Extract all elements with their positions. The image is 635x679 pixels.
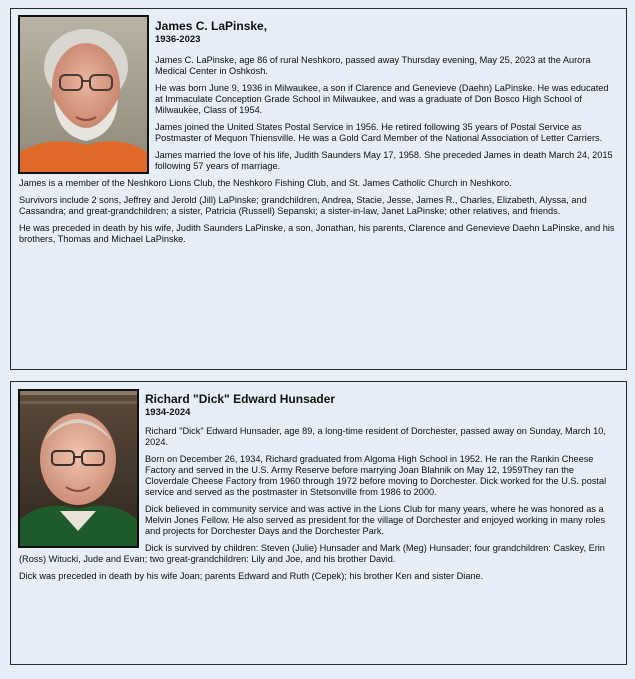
obituary-name: Richard "Dick" Edward Hunsader bbox=[145, 392, 336, 406]
portrait-photo-james bbox=[18, 15, 149, 174]
obituary-years: 1936-2023 bbox=[155, 34, 201, 45]
obituary-paragraph: James C. LaPinske, age 86 of rural Neshkoro, passed away Thursday evening, May 25, 2023 at the Aurora Medical Center in Oshkosh. bbox=[155, 55, 591, 76]
obituary-name: James C. LaPinske, bbox=[155, 19, 268, 33]
obituary-paragraph: James joined the United States Postal Service in 1956. He retired following 35 years of Postal Service as Postmaster of Mequon Thiensville. He was a Gold Card Member of the National Association of Letter Carriers. bbox=[155, 122, 603, 143]
obituary-paragraph: Born on December 26, 1934, Richard graduated from Algoma High School in 1952. He ran the Rankin Cheese Factory and served in the U.S. Army Reserve before marrying Joan Blahnik on May 12, 1959They ran the Cloverdale Cheese Factory from 1960 through 1972 before moving to Dorchester. Dick worked for the U.S. postal service and served as the postmaster in Stetsonville from 1986 to 2000. bbox=[145, 454, 607, 497]
obituary-paragraph: James is a member of the Neshkoro Lions Club, the Neshkoro Fishing Club, and St. James Catholic Church in Neshkoro. bbox=[19, 178, 512, 188]
obituary-paragraph: Dick was preceded in death by his wife Joan; parents Edward and Ruth (Cepek); his brother Ken and sister Diane. bbox=[19, 571, 484, 581]
obituary-paragraph: Survivors include 2 sons, Jeffrey and Jerold (Jill) LaPinske; grandchildren, Andrea, Stacie, Jesse, James R., Charles, Elizabeth, Alyssa, and Cassandra; and great-grandchildren; a sister, Patricia (Russell) Sepanski; a sister-in-law, Janet LaPinske; other relatives, and friends. bbox=[19, 195, 587, 216]
obituary-paragraph: Dick is survived by children: Steven (Julie) Hunsader and Mark (Meg) Hunsader; four grandchildren: Caskey, Erin (Ross) Witucki, Jude and Evan; two great-grandchildren: Lily and Joe, and his brother David. bbox=[19, 543, 605, 564]
portrait-photo-richard bbox=[18, 389, 139, 548]
obituary-paragraph: Richard "Dick" Edward Hunsader, age 89, a long-time resident of Dorchester, passed away on Sunday, March 10, 2024. bbox=[145, 426, 606, 447]
obituary-years: 1934-2024 bbox=[145, 407, 191, 418]
obituary-paragraph: James married the love of his life, Judith Saunders May 17, 1958. She preceded James in death March 24, 2015 following 57 years of marriage. bbox=[155, 150, 613, 171]
obituary-paragraph: He was preceded in death by his wife, Judith Saunders LaPinske, a son, Jonathan, his parents, Clarence and Genevieve Daehn LaPinske, and his brothers, Thomas and Michael LaPinske. bbox=[19, 223, 615, 244]
obituary-paragraph: Dick believed in community service and was active in the Lions Club for many years, where he was honored as a Melvin Jones Fellow. He also served as president for the village of Dorchester and enjoyed working in many roles and projects for Dorchester Days and the Dorchester Park. bbox=[145, 504, 606, 536]
obituary-card-richard bbox=[10, 381, 627, 665]
obituary-paragraph: He was born June 9, 1936 in Milwaukee, a son if Clarence and Genevieve (Daehn) LaPinske. He was educated at Immaculate Conception Grade School in Milwaukee, and was a graduate of Don Bosco High School of Milwaukee, Class of 1954. bbox=[155, 83, 609, 115]
obituary-card-james bbox=[10, 8, 627, 370]
